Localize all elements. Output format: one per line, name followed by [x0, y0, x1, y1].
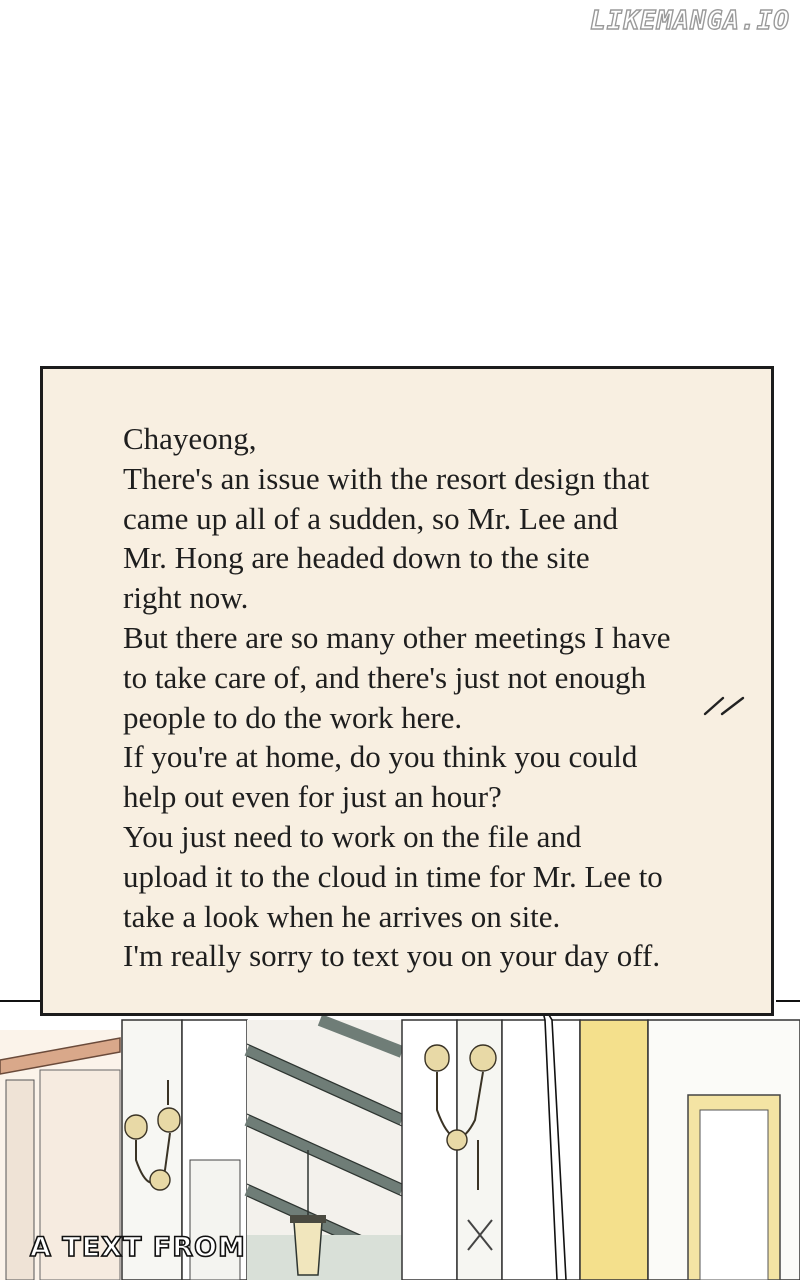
- text-message-panel: [40, 366, 774, 1016]
- message-body: [123, 419, 723, 976]
- watermark: LIKEMANGA.IO: [590, 6, 790, 36]
- sparkle-marks-icon: [700, 693, 750, 724]
- message-line: I'm really sorry to text you on your day off.: [123, 938, 661, 974]
- message-line: There's an issue with the resort design that: [123, 460, 650, 496]
- message-line: take a look when he arrives on site.: [123, 898, 561, 934]
- message-line: Chayeong,: [123, 421, 257, 456]
- caption-box: A TEXT FROM: [30, 1232, 246, 1263]
- message-line: people to do the work here.: [123, 699, 463, 735]
- message-line: If you're at home, do you think you could: [123, 739, 638, 775]
- message-line: But there are so many other meetings I have: [123, 619, 671, 655]
- message-line: You just need to work on the file and: [123, 818, 582, 854]
- message-line: Mr. Hong are headed down to the site: [123, 540, 590, 576]
- message-line: help out even for just an hour?: [123, 779, 502, 815]
- message-line: right now.: [123, 580, 249, 616]
- message-line: to take care of, and there's just not enough: [123, 659, 646, 695]
- message-line: came up all of a sudden, so Mr. Lee and: [123, 500, 618, 536]
- message-line: upload it to the cloud in time for Mr. Lee to: [123, 858, 663, 894]
